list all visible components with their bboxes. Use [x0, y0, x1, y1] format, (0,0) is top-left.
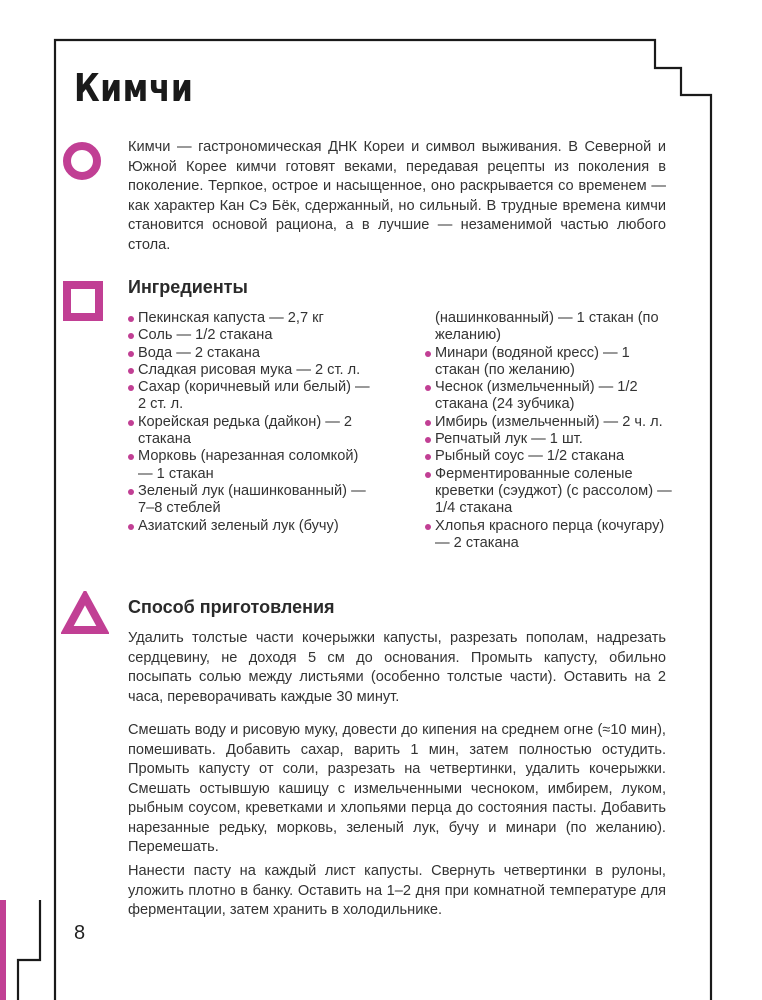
ingredient-continuation: (нашинкованный) — 1 стакан (по желанию) [435, 310, 659, 344]
ingredient-item: Пекинская капуста — 2,7 кг [128, 310, 376, 327]
ingredient-item: Морковь (нарезанная соломкой) — 1 стакан [128, 448, 376, 483]
frame-bottom-line [18, 900, 40, 1000]
ingredient-item: Азиатский зеленый лук (бучу) [128, 518, 376, 535]
ingredient-item: Зеленый лук (нашинкованный) — 7–8 стеблей [128, 483, 376, 518]
ingredient-item: Рыбный соус — 1/2 стакана [425, 448, 675, 465]
method-step-3: Нанести пасту на каждый лист капусты. Свернуть четвертинки в рулоны, уложить плотно в банку. Оставить на 1–2 дня при комнатной температуре для ферментации, затем хранить в холодильнике. [128, 863, 666, 918]
intro-paragraph: Кимчи — гастрономическая ДНК Кореи и символ выживания. В Северной и Южной Корее кимчи готовят веками, передавая рецепты из поколения в поколение. Терпкое, острое и насыщенное, оно раскрывается со временем — как характер Кан Сэ Бёк, сдержанный, но сильный. В трудные времена кимчи становится основой рациона, а в лучшие — незаменимой частью любого стола. [128, 139, 666, 253]
ingredient-item: Ферментированные соленые креветки (сэуджот) (с рассолом) — 1/4 стакана [425, 466, 675, 518]
ingredient-item: Чеснок (измельченный) — 1/2 стакана (24 зубчика) [425, 379, 675, 414]
ingredients-right-column [425, 310, 675, 552]
triangle-icon [61, 591, 109, 637]
method-step-2: Смешать воду и рисовую муку, довести до кипения на среднем огне (≈10 мин), помешивать. Добавить сахар, варить 1 мин, затем полностью остудить. Промыть капусту от соли, разрезать на четвертинки, удалить кочерыжки. Смешать остывшую кашицу с измельченными чесноком, имбирем, луком, рыбным соусом, креветками и хлопьями перца до состояния пасты. Добавить нарезанные редьку, морковь, зеленый лук, бучу и минари (по желанию). Перемешать. [128, 722, 666, 855]
ingredient-item: Хлопья красного перца (кочугару) — 2 стакана [425, 518, 675, 553]
ingredient-item: Минари (водяной кресс) — 1 стакан (по желанию) [425, 345, 675, 380]
ingredient-item: Репчатый лук — 1 шт. [425, 431, 675, 448]
ingredient-item: Соль — 1/2 стакана [128, 327, 376, 344]
square-icon [63, 281, 103, 321]
ingredients-heading: Ингредиенты [128, 277, 248, 297]
ingredients-left-list [128, 310, 376, 535]
ingredient-item: Вода — 2 стакана [128, 345, 376, 362]
frame-accent-bar [0, 900, 6, 1000]
method-step-1: Удалить толстые части кочерыжки капусты, разрезать пополам, надрезать сердцевину, не доходя 5 см до основания. Промыть капусту, обильно посыпать солью между листьями (особенно толстые части). Оставить на 2 часа, переворачивать каждые 30 минут. [128, 630, 666, 705]
ingredients-right-list [425, 310, 675, 345]
page-number: 8 [74, 922, 86, 944]
ingredient-item: Корейская редька (дайкон) — 2 стакана [128, 414, 376, 449]
ingredients-right-items [425, 345, 675, 553]
method-heading: Способ приготовления [128, 597, 335, 617]
ingredient-item: Сахар (коричневый или белый) — 2 ст. л. [128, 379, 376, 414]
ingredient-item: Имбирь (измельченный) — 2 ч. л. [425, 414, 675, 431]
page-title: Кимчи [74, 66, 194, 110]
ingredients-left-column [128, 310, 376, 535]
circle-icon [62, 141, 102, 181]
ingredient-item: Сладкая рисовая мука — 2 ст. л. [128, 362, 376, 379]
